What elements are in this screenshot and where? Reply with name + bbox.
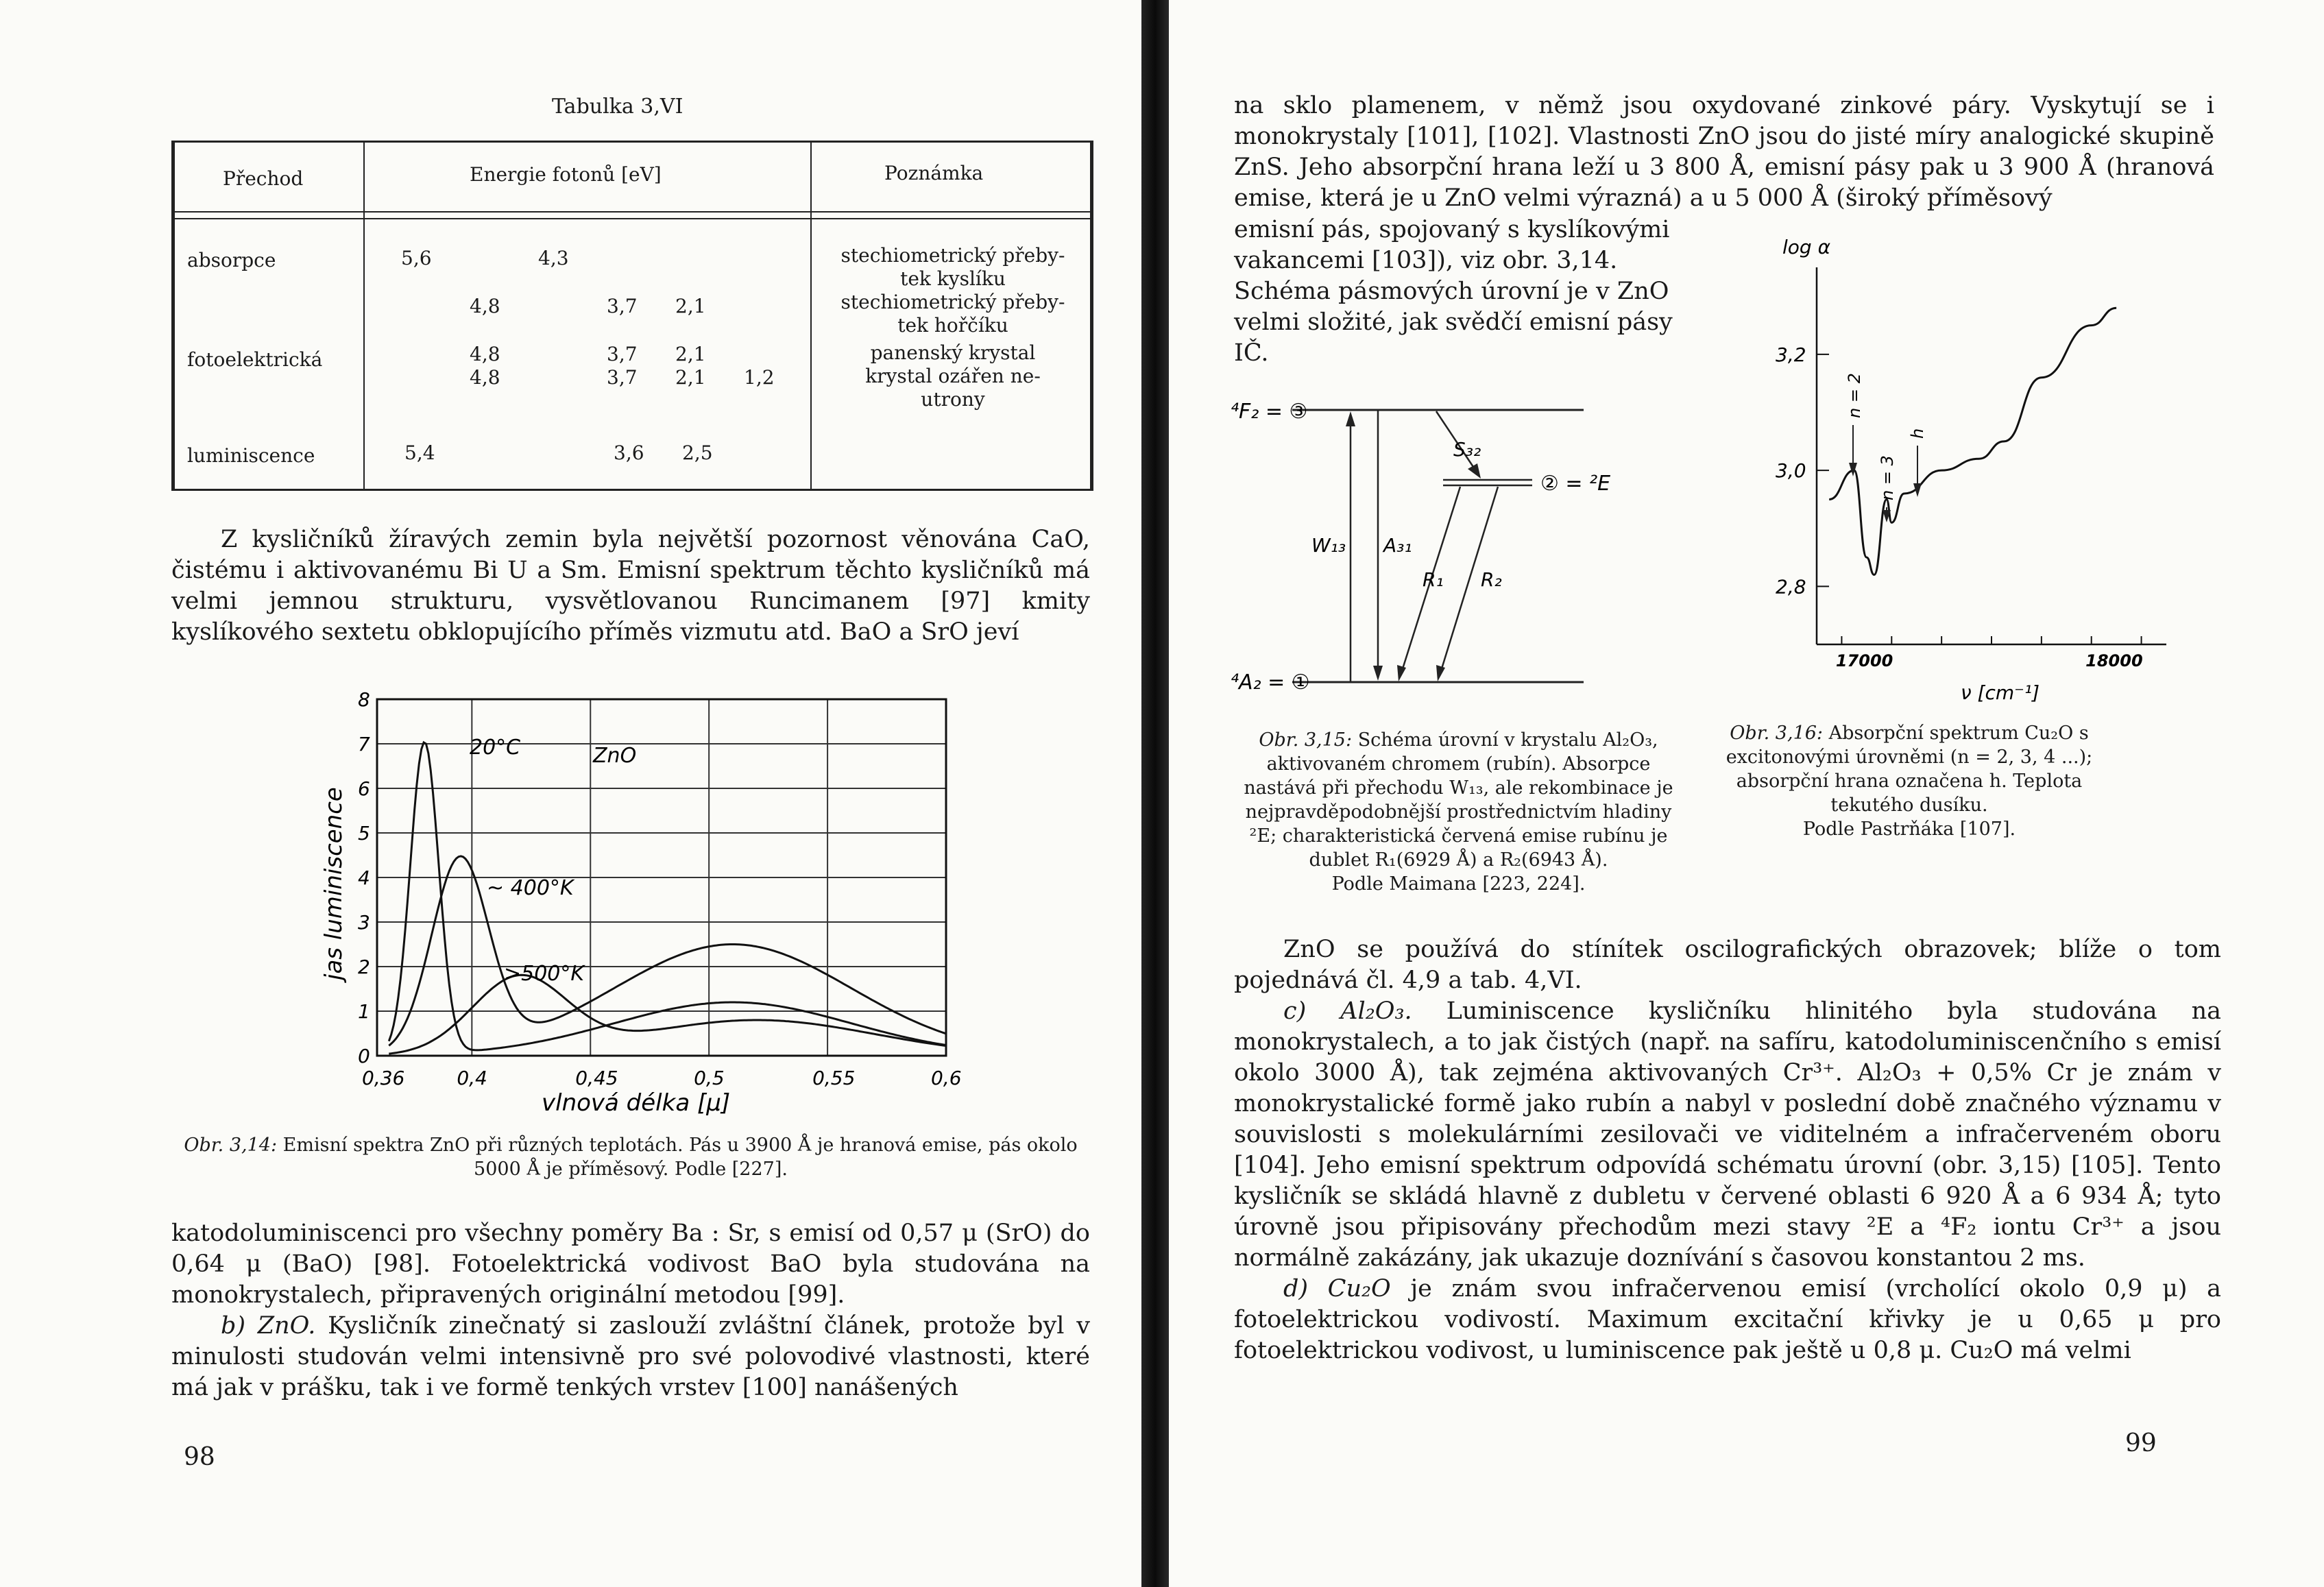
svg-text:W₁₃: W₁₃ xyxy=(1311,534,1346,557)
fig16-curve xyxy=(1829,308,2116,574)
level-top-label: ⁴F₂ = ③ xyxy=(1231,400,1308,424)
fig14-series-label-500k: >500°K xyxy=(504,962,585,986)
header-energy: Energie fotonů [eV] xyxy=(470,163,662,186)
fig14-ytick: 7 xyxy=(358,733,370,755)
fig14-ytick: 4 xyxy=(358,867,370,889)
fig16-ylabel: log α xyxy=(1782,236,1831,258)
page-number-right: 99 xyxy=(2125,1429,2157,1457)
left-paragraph-1: Z kysličníků žíravých zemin byla největší pozornost věnována CaO, čistému i aktivovanému Bi U a Sm. Emisní spektrum těchto kysličníků má velmi jemnou strukturu, vysvětlovanou Runcimanem [97] kmity kyslíkového sextetu obklopujícího příměs vizmutu atd. BaO a SrO jeví xyxy=(171,526,1090,646)
header-transition: Přechod xyxy=(223,167,304,190)
fig14-ytick: 3 xyxy=(358,911,370,934)
fig14-xtick: 0,6 xyxy=(931,1067,962,1089)
fig14-series-label-400k: ~ 400°K xyxy=(487,876,574,900)
right-paragraph-1: na sklo plamenem, v němž jsou oxydované zinkové páry. Vyskytují se i monokrystaly [101], [102]. Vlastnosti ZnO jsou do jisté míry analogické skupině ZnS. Jeho absorpční hrana leží u 3 800 Å, emisní pásy pak u 3 900 Å (hranová emise, která je u ZnO velmi výrazná) a u 5 000 Å (široký příměsový xyxy=(1234,92,2214,212)
svg-text:R₂: R₂ xyxy=(1481,568,1502,591)
fig-3-14-caption: Obr. 3,14: Emisní spektra ZnO při různých teplotách. Pás u 3900 Å je hranová emise, pás okolo 5000 Å je příměsový. Podle [227]. xyxy=(184,1135,1078,1180)
left-paragraph-2: katodoluminiscenci pro všechny poměry Ba : Sr, s emisí od 0,57 μ (SrO) do 0,64 μ (BaO) [98]. Fotoelektrická vodivost BaO byla studována na monokrystalech, připravených originální metodou [99]. b) ZnO. Kysličník zinečnatý si zaslouží zvláštní článek, protože byl v minulosti studován velmi intensivně pro své polovodivé vlastnosti, které má jak v prášku, tak i ve formě tenkých vrstev [100] nanášených xyxy=(171,1220,1090,1401)
fig14-series-label-20c: 20°C xyxy=(470,736,521,760)
right-paragraph-1b: emisní pás, spojovaný s kyslíkovými vakancemi [103]), viz obr. 3,14. Schéma pásmových úrovní je v ZnO velmi složité, jak svědčí emisní pásy IČ. xyxy=(1234,216,1673,367)
page-number-left: 98 xyxy=(184,1443,215,1471)
n3-label: n = 3 xyxy=(1878,455,1897,500)
row-fotoelektricka: fotoelektrická xyxy=(187,348,323,371)
fig14-ytick: 5 xyxy=(358,822,370,845)
fig14-xtick: 0,5 xyxy=(694,1067,725,1089)
energy-table: Přechod Energie fotonů [eV] Poznámka absorpce 5,6 4,3 4,8 3,7 2,1 stechiometrický přeby- tek kyslíku stechiometrický přeby- tek hořčíku fotoelektrická 4,8 3,7 2,1 4,8 3,7 2,1 1,2 panenský krystal krystal ozářen ne- utrony luminiscence 5,4 3,6 2,5 xyxy=(171,141,1093,491)
n2-label: n = 2 xyxy=(1845,373,1864,418)
row-luminiscence: luminiscence xyxy=(187,444,315,467)
fig16-xlabel: ν [cm⁻¹] xyxy=(1961,681,2040,704)
fig16-ytick: 3,0 xyxy=(1776,459,1806,483)
fig14-ytick: 6 xyxy=(358,777,370,800)
svg-text:A₃₁: A₃₁ xyxy=(1383,534,1412,557)
header-note: Poznámka xyxy=(884,162,984,184)
level-bottom-label: ⁴A₂ = ① xyxy=(1231,670,1310,694)
right-page xyxy=(1169,0,2324,1587)
svg-text:R₁: R₁ xyxy=(1423,568,1444,591)
level-mid-label: ② = ²E xyxy=(1540,472,1611,496)
fig16-ytick: 3,2 xyxy=(1776,343,1806,366)
book-gutter xyxy=(1141,0,1169,1587)
fig14-ytick: 8 xyxy=(358,688,370,711)
table-title: Tabulka 3,VI xyxy=(552,95,683,119)
fig14-xtick: 0,55 xyxy=(812,1067,856,1089)
fig16-ytick: 2,8 xyxy=(1776,575,1806,598)
svg-text:S₃₂: S₃₂ xyxy=(1453,438,1481,461)
fig14-ytick: 1 xyxy=(358,1000,370,1023)
fig14-series-label-zno: ZnO xyxy=(593,744,637,768)
fig14-ylabel: jas luminiscence xyxy=(320,787,348,980)
fig16-xtick: 18000 xyxy=(2085,651,2143,670)
row-absorpce: absorpce xyxy=(187,249,276,271)
h-label: h xyxy=(1908,428,1927,439)
left-page xyxy=(0,0,1141,1587)
right-paragraph-2: ZnO se používá do stínítek oscilografických obrazovek; blíže o tom pojednává čl. 4,9 a tab. 4,VI. c) Al₂O₃. Luminiscence kysličníku hlinitého byla studována na monokrystalech, a to jak čistých (např. na safíru, katodoluminiscenčního s emisí okolo 3000 Å), tak zejména aktivovaných Cr³⁺. Al₂O₃ + 0,5% Cr je znám v monokrystalické formě jako rubín a nabyl v poslední době značného významu v souvislosti s molekulárními zesilovači ve viditelném a infračerveném oboru [104]. Jeho emisní spektrum odpovídá schématu úrovní (obr. 3,15) [105]. Tento kysličník se skládá hlavně z dubletu v červené oblasti 6 920 Å a 6 934 Å; tyto úrovně jsou připisovány přechodům mezi stavy ²E a ⁴F₂ iontu Cr³⁺ a jsou normálně zakázány, jak ukazuje doznívání s časovou konstantou 2 ms. d) Cu₂O je znám svou infračervenou emisí (vrcholící okolo 0,9 μ) a fotoelektrickou vodivostí. Maximum excitační křivky je u 0,65 μ pro fotoelektrickou vodivost, u luminiscence pak ještě u 0,8 μ. Cu₂O má velmi xyxy=(1234,936,2222,1364)
fig14-ytick: 0 xyxy=(358,1045,370,1067)
fig-3-16-caption: Obr. 3,16: Absorpční spektrum Cu₂O s excitonovými úrovněmi (n = 2, 3, 4 ...); absorpční hrana označena h. Teplota tekutého dusíku. Podle Pastrňáka [107]. xyxy=(1726,723,2093,840)
fig14-xtick: 0,4 xyxy=(457,1067,487,1089)
fig14-xtick: 0,36 xyxy=(362,1067,405,1089)
fig-3-15-caption: Obr. 3,15: Schéma úrovní v krystalu Al₂O₃, aktivovaném chromem (rubín). Absorpce nastává při přechodu W₁₃, ale rekombinace je nejpravděpodobnější prostřednictvím hladiny ²E; charakteristická červená emise rubínu je dublet R₁(6929 Å) a R₂(6943 Å). Podle Maimana [223, 224]. xyxy=(1244,729,1673,895)
fig-3-15-level-scheme xyxy=(1224,384,1676,713)
fig16-xtick: 17000 xyxy=(1835,651,1893,670)
fig14-xlabel: vlnová délka [μ] xyxy=(542,1089,731,1117)
fig-3-14-emission-chart xyxy=(308,686,980,1131)
fig14-xtick: 0,45 xyxy=(575,1067,618,1089)
fig14-ytick: 2 xyxy=(358,956,370,978)
fig-3-16-absorption-chart xyxy=(1734,226,2173,706)
